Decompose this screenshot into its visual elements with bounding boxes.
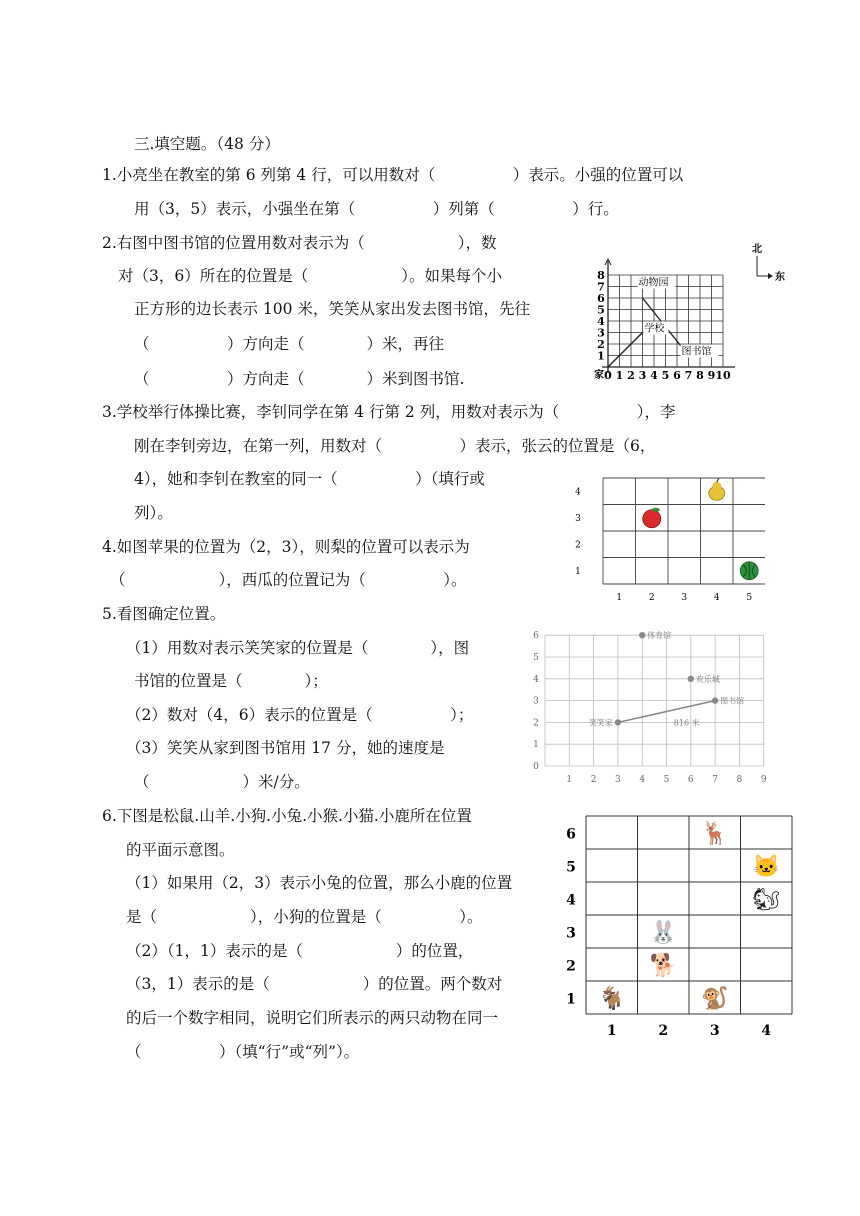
q6-sub1-a: （1）如果用（2，3）表示小兔的位置，那么小鹿的位置 bbox=[126, 874, 513, 892]
q2-line-1: 2.右图中图书馆的位置用数对表示为（ ），数 bbox=[102, 234, 497, 252]
q1-line-1: 1.小亮坐在教室的第 6 列第 4 行，可以用数对（ ）表示。小强的位置可以 bbox=[102, 166, 684, 184]
y-tick-label: 4 bbox=[575, 487, 581, 498]
point-marker bbox=[615, 719, 621, 725]
y-tick-label: 5 bbox=[597, 303, 605, 317]
point-label: 体育馆 bbox=[647, 631, 672, 641]
east-arrow-icon bbox=[768, 273, 773, 279]
q6-sub1-b: 是（ ），小狗的位置是（ ）。 bbox=[126, 908, 483, 926]
q6-sub2-d: （ ）（填“行”或“列”）。 bbox=[126, 1043, 360, 1061]
x-tick-label: 4 bbox=[761, 1023, 772, 1039]
x-tick-label: 8 bbox=[696, 369, 704, 382]
point-label: 欢乐城 bbox=[695, 674, 720, 684]
q4-fruit-grid bbox=[565, 475, 765, 600]
rabbit-icon: 🐰 bbox=[649, 920, 677, 946]
apple-icon bbox=[643, 510, 661, 528]
x-tick-label: 2 bbox=[627, 369, 635, 382]
y-tick-label: 6 bbox=[597, 292, 605, 305]
q6-sub2-c: 的后一个数字相同，说明它们所表示的两只动物在同一 bbox=[126, 1009, 499, 1027]
x-tick-label: 9 bbox=[707, 369, 716, 382]
q4-line-2: （ ），西瓜的位置记为（ ）。 bbox=[110, 571, 467, 589]
cat-icon: 🐱 bbox=[752, 854, 780, 880]
y-tick-label: 5 bbox=[533, 653, 539, 663]
q3-line-1: 3.学校举行体操比赛，李钊同学在第 4 行第 2 列，用数对表示为（ ），李 bbox=[102, 403, 676, 421]
y-tick-label: 3 bbox=[533, 696, 539, 707]
x-tick-label: 1 bbox=[616, 593, 623, 600]
y-tick-label: 5 bbox=[566, 859, 576, 876]
x-tick-label: 3 bbox=[615, 775, 621, 785]
point-label: 图书馆 bbox=[720, 696, 745, 706]
y-tick-label: 2 bbox=[597, 338, 605, 351]
y-tick-label: 2 bbox=[533, 718, 539, 729]
goat-icon: 🐐 bbox=[598, 986, 626, 1012]
q6-line-1: 6.下图是松鼠.山羊.小狗.小兔.小猴.小猫.小鹿所在位置 bbox=[102, 807, 472, 825]
x-tick-label: 0 bbox=[604, 369, 612, 382]
section-title: 三.填空题。（48 分） bbox=[134, 135, 280, 153]
q2-line-5: （ ）方向走（ ）米到图书馆. bbox=[134, 370, 465, 388]
q6-grid-svg bbox=[560, 812, 800, 1047]
y-tick-label: 4 bbox=[597, 315, 605, 328]
q2-line-4: （ ）方向走（ ）米，再往 bbox=[134, 335, 445, 353]
q5-sub2: （2）数对（4，6）表示的位置是（ ）； bbox=[126, 706, 474, 724]
school-label: 学校 bbox=[644, 323, 665, 335]
q5-sub1-b: 书馆的位置是（ ）； bbox=[134, 672, 328, 690]
q6-animal-grid bbox=[560, 812, 800, 1047]
point-marker bbox=[639, 632, 645, 638]
y-tick-label: 2 bbox=[566, 958, 576, 975]
path-home-school bbox=[608, 333, 643, 368]
y-tick-label: 2 bbox=[575, 540, 581, 551]
q6-sub2-a: （2）（1，1）表示的是（ ）的位置， bbox=[126, 942, 474, 960]
q4-grid-svg bbox=[565, 475, 765, 600]
q3-line-4: 列）。 bbox=[134, 504, 173, 522]
x-tick-label: 9 bbox=[760, 775, 767, 785]
x-tick-label: 10 bbox=[715, 369, 731, 382]
x-tick-label: 1 bbox=[615, 369, 624, 382]
point-marker bbox=[712, 697, 718, 703]
x-tick-label: 2 bbox=[590, 775, 597, 785]
q2-map-svg bbox=[590, 240, 790, 390]
y-tick-label: 4 bbox=[566, 892, 576, 909]
q6-sub2-b: （3，1）表示的是（ ）的位置。两个数对 bbox=[126, 975, 503, 993]
q3-line-2: 刚在李钊旁边，在第一列，用数对（ ）表示，张云的位置是（6， bbox=[134, 437, 656, 455]
x-tick-label: 4 bbox=[650, 369, 658, 382]
deer-icon: 🦌 bbox=[701, 821, 729, 847]
squirrel-icon: 🐿 bbox=[752, 887, 781, 913]
x-tick-label: 1 bbox=[566, 775, 573, 785]
y-tick-label: 4 bbox=[533, 674, 539, 685]
east-label: 东 bbox=[775, 272, 785, 283]
y-tick-label: 3 bbox=[575, 513, 581, 524]
x-tick-label: 2 bbox=[648, 593, 655, 600]
x-tick-label: 4 bbox=[713, 593, 720, 600]
q2-line-3: 正方形的边长表示 100 米，笑笑从家出发去图书馆，先往 bbox=[134, 300, 530, 318]
home-label: 家 bbox=[594, 370, 604, 381]
apple-icon bbox=[652, 508, 660, 512]
y-tick-label: 1 bbox=[575, 566, 581, 577]
q2-map-figure bbox=[590, 240, 790, 390]
dog-icon: 🐕 bbox=[649, 953, 677, 979]
q5-line-1: 5.看图确定位置。 bbox=[102, 605, 226, 623]
x-tick-label: 2 bbox=[658, 1023, 669, 1039]
pear-icon bbox=[712, 482, 721, 491]
q3-line-3: 4），她和李钊在教室的同一（ ）（填行或 bbox=[134, 470, 485, 488]
monkey-icon: 🐒 bbox=[701, 986, 729, 1012]
q5-sub3-a: （3）笑笑从家到图书馆用 17 分，她的速度是 bbox=[126, 739, 445, 757]
y-tick-label: 3 bbox=[566, 925, 576, 942]
x-tick-label: 6 bbox=[687, 775, 694, 785]
x-tick-label: 7 bbox=[684, 369, 693, 382]
zoo-label: 动物园 bbox=[638, 277, 669, 289]
pear-icon bbox=[717, 478, 719, 482]
distance-label: 816 米 bbox=[673, 718, 700, 728]
y-tick-label: 6 bbox=[566, 826, 576, 843]
x-tick-label: 5 bbox=[746, 593, 753, 600]
y-tick-label: 1 bbox=[533, 740, 539, 751]
y-tick-label: 0 bbox=[533, 762, 539, 772]
x-tick-label: 3 bbox=[638, 369, 647, 382]
x-tick-label: 4 bbox=[639, 775, 646, 785]
x-tick-label: 1 bbox=[606, 1023, 617, 1039]
x-tick-label: 7 bbox=[712, 775, 718, 785]
north-label: 北 bbox=[752, 244, 762, 255]
point-marker bbox=[688, 676, 694, 682]
q5-sub1-a: （1）用数对表示笑笑家的位置是（ ），图 bbox=[126, 639, 470, 657]
q5-sub3-b: （ ）米/分。 bbox=[134, 773, 310, 791]
x-tick-label: 5 bbox=[661, 369, 670, 382]
x-tick-label: 5 bbox=[663, 775, 670, 785]
x-tick-label: 8 bbox=[736, 775, 743, 785]
point-label: 笑笑家 bbox=[588, 718, 613, 728]
q6-line-2: 的平面示意图。 bbox=[126, 841, 235, 859]
q5-coordinate-figure bbox=[532, 628, 782, 788]
q4-line-1: 4.如图苹果的位置为（2，3），则梨的位置可以表示为 bbox=[102, 538, 470, 556]
y-tick-label: 8 bbox=[597, 269, 605, 282]
y-tick-label: 1 bbox=[597, 349, 605, 363]
y-tick-label: 7 bbox=[597, 280, 605, 294]
y-tick-label: 1 bbox=[566, 991, 576, 1008]
x-tick-label: 3 bbox=[681, 593, 688, 600]
y-tick-label: 6 bbox=[533, 631, 539, 642]
y-tick-label: 3 bbox=[597, 326, 605, 340]
x-tick-label: 6 bbox=[673, 369, 681, 382]
q2-line-2: 对（3，6）所在的位置是（ ）。如果每个小 bbox=[118, 267, 502, 285]
q1-line-2: 用（3，5）表示，小强坐在第（ ）列第（ ）行。 bbox=[134, 200, 619, 218]
library-label: 图书馆 bbox=[681, 346, 712, 358]
q5-coordinate-svg bbox=[532, 628, 782, 788]
x-tick-label: 3 bbox=[709, 1023, 720, 1039]
